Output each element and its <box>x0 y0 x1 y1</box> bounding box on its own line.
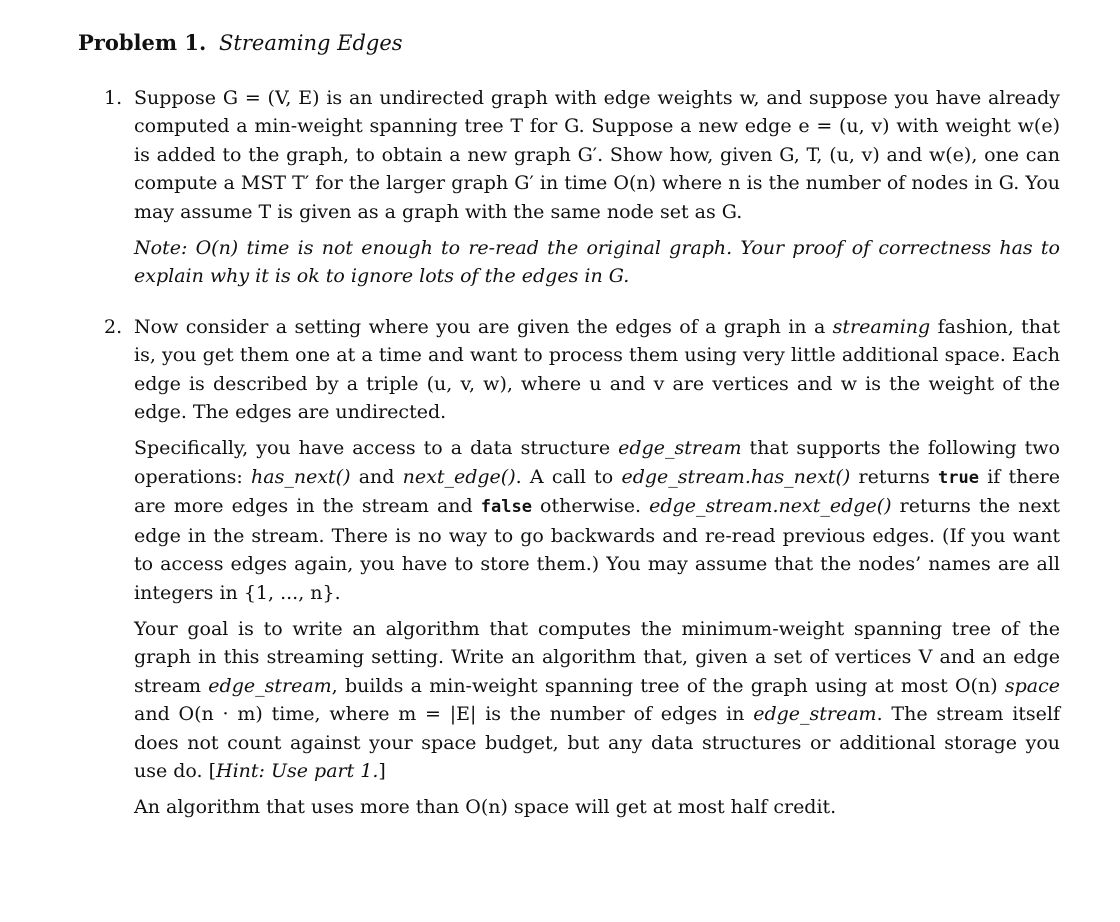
hint: Hint: Use part 1. <box>216 759 379 782</box>
text: . A call to <box>515 465 622 488</box>
emphasis: streaming <box>832 315 931 338</box>
item-2 <box>78 313 1060 822</box>
code-false: false <box>480 497 532 518</box>
text: returns <box>850 465 939 488</box>
text: and <box>350 465 403 488</box>
problem-title: Streaming Edges <box>219 31 403 55</box>
emphasis: edge_stream.next_edge() <box>649 495 892 518</box>
text: ] <box>378 759 386 782</box>
text: Your goal is to write an algorithm that computes the minimum-weight spanning tree of the graph in this streaming setting. Write an algorithm that, given a set of vertices V and an edge stream <box>134 617 1060 697</box>
emphasis: edge_stream.has_next() <box>621 465 851 488</box>
text: , builds a min-weight spanning tree of the graph using at most O(n) <box>331 674 1005 697</box>
emphasis: edge_stream <box>208 674 332 697</box>
item-2-paragraph-4: An algorithm that uses more than O(n) space will get at most half credit. <box>134 796 837 819</box>
item-2-paragraph-2 <box>134 434 1060 606</box>
item-2-paragraph-1 <box>134 313 1060 427</box>
item-2-paragraph-3 <box>134 615 1060 785</box>
text: returns the next edge in the stream. There is no way to go backwards and re-read previous edges. (If you want to access edges again, you have to store them.) You may assume that the nodes’ names are all integers in {1, ..., n}. <box>134 495 1060 604</box>
emphasis: space <box>1004 674 1060 697</box>
item-1-note: Note: O(n) time is not enough to re-read the original graph. Your proof of correctness has to explain why it is ok to ignore lots of the edges in G. <box>134 237 1060 288</box>
text: . The stream itself does not count against your space budget, but any data structures or additional storage you use do. [ <box>134 703 1061 782</box>
emphasis: edge_stream <box>753 703 877 726</box>
text: otherwise. <box>531 495 650 518</box>
item-number: 2. <box>104 315 123 338</box>
text: Specifically, you have access to a data structure <box>134 437 619 460</box>
text: that supports the following two operations: <box>134 437 1060 488</box>
code-true: true <box>938 467 979 488</box>
emphasis: edge_stream <box>618 437 742 460</box>
text: and O(n · m) time, where m = |E| is the number of edges in <box>134 703 754 726</box>
item-1-paragraph: Suppose G = (V, E) is an undirected graph with edge weights w, and suppose you have already computed a min-weight spanning tree T for G. Suppose a new edge e = (u, v) with weight w(e) is added to the graph, to obtain a new graph G′. Show how, given G, T, (u, v) and w(e), one can compute a MST T′ for the larger graph G′ in time O(n) where n is the number of nodes in G. You may assume T is given as a graph with the same node set as G. <box>134 87 1060 223</box>
emphasis: next_edge() <box>402 465 516 488</box>
problem-label: Problem 1. <box>78 30 207 55</box>
problem-heading <box>78 28 1060 58</box>
text: fashion, that is, you get them one at a time and want to process them using very little additional space. Each edge is described by a triple (u, v, w), where u and v are vertices and w is the weight of the edge. The edges are undirected. <box>134 315 1060 424</box>
text: if there are more edges in the stream and <box>134 465 1060 518</box>
emphasis: has_next() <box>251 465 351 488</box>
item-number: 1. <box>104 87 123 109</box>
item-1 <box>78 84 1060 291</box>
text: Now consider a setting where you are given the edges of a graph in a <box>134 315 833 338</box>
